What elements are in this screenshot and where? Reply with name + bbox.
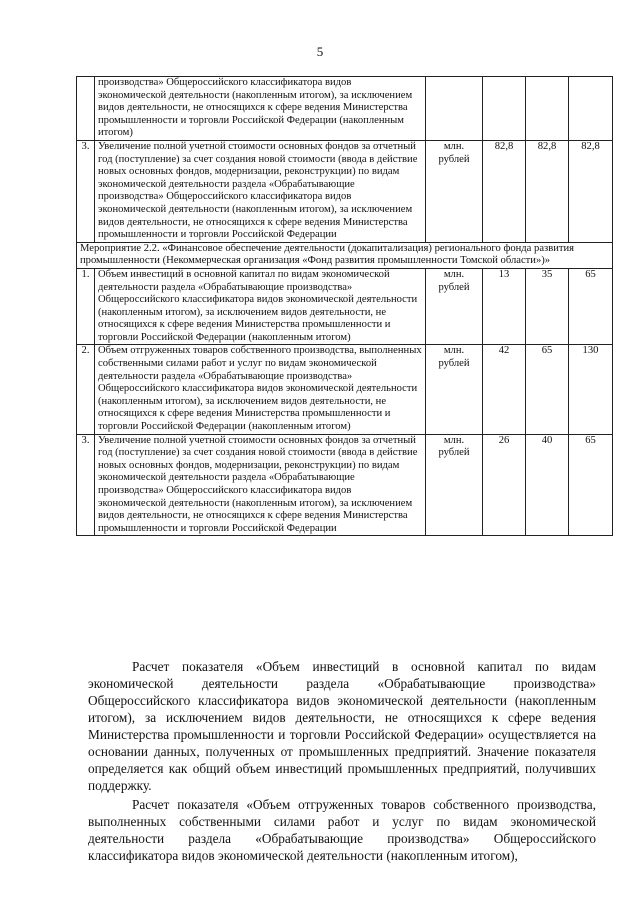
unit-cell xyxy=(426,77,483,141)
value-year-1: 13 xyxy=(483,268,526,345)
unit-label: млн. рублей xyxy=(426,268,483,345)
row-number: 3. xyxy=(77,140,95,242)
paragraph-shipped-goods-calculation: Расчет показателя «Объем отгруженных товаров собственного производства, выполненных собственными силами работ и услуг по видам экономической деятельности раздела «Обрабатывающие производства» Общероссийского классификатора видов экономической деятельности (накопленным итогом), xyxy=(88,797,596,863)
table-row xyxy=(77,434,613,536)
value-year-1: 42 xyxy=(483,345,526,434)
indicators-table xyxy=(76,76,613,536)
unit-label: млн. рублей xyxy=(426,434,483,536)
value-year-3: 130 xyxy=(569,345,613,434)
value-cell xyxy=(569,77,613,141)
value-year-2: 40 xyxy=(526,434,569,536)
table-row xyxy=(77,140,613,242)
value-year-3: 82,8 xyxy=(569,140,613,242)
row-number-cell xyxy=(77,77,95,141)
row-number: 2. xyxy=(77,345,95,434)
table-row-continuation xyxy=(77,77,613,141)
row-number: 3. xyxy=(77,434,95,536)
body-text xyxy=(88,658,596,864)
value-cell xyxy=(483,77,526,141)
value-year-2: 65 xyxy=(526,345,569,434)
value-year-3: 65 xyxy=(569,434,613,536)
indicator-description: Объем инвестиций в основной капитал по видам экономической деятельности раздела «Обрабатывающие производства» Общероссийского классификатора видов экономической деятельности (накопленным итогом), за исключением видов деятельности, не относящихся к сфере ведения Министерства промышленности и торговли Российской Федерации (накопленным итогом) xyxy=(95,268,426,345)
value-year-2: 35 xyxy=(526,268,569,345)
table-row xyxy=(77,268,613,345)
value-year-3: 65 xyxy=(569,268,613,345)
page-number: 5 xyxy=(316,44,324,59)
indicator-description: Объем отгруженных товаров собственного производства, выполненных собственными силами работ и услуг по видам экономической деятельности раздела «Обрабатывающие производства» Общероссийского классификатора видов экономической деятельности (накопленным итогом), за исключением видов деятельности, не относящихся к сфере ведения Министерства промышленности и торговли Российской Федерации (накопленным итогом) xyxy=(95,345,426,434)
indicator-description: производства» Общероссийского классификатора видов экономической деятельности (накопленным итогом), за исключением видов деятельности, не относящихся к сфере ведения Министерства промышленности и торговли Российской Федерации (накопленным итогом) xyxy=(95,77,426,141)
value-year-2: 82,8 xyxy=(526,140,569,242)
row-number: 1. xyxy=(77,268,95,345)
value-cell xyxy=(526,77,569,141)
indicator-description: Увеличение полной учетной стоимости основных фондов за отчетный год (поступление) за счет создания новой стоимости (ввода в действие новых основных фондов, модернизации, реконструкции) по видам экономической деятельности раздела «Обрабатывающие производства» Общероссийского классификатора видов экономической деятельности (накопленным итогом), за исключением видов деятельности, не относящихся к сфере ведения Министерства промышленности и торговли Российской Федерации xyxy=(95,434,426,536)
section-title: Мероприятие 2.2. «Финансовое обеспечение деятельности (докапитализация) регионального фонда развития промышленности (Некоммерческая организация «Фонд развития промышленности Томской области»)» xyxy=(77,242,613,268)
section-header-row xyxy=(77,242,613,268)
unit-label: млн. рублей xyxy=(426,140,483,242)
paragraph-investment-calculation: Расчет показателя «Объем инвестиций в основной капитал по видам экономической деятельности раздела «Обрабатывающие производства» Общероссийского классификатора видов экономической деятельности (накопленным итогом), за исключением видов деятельности, не относящихся к сфере ведения Министерства промышленности и торговли Российской Федерации» осуществляется на основании данных, полученных от промышленных предприятий. Значение показателя определяется как общий объем инвестиций промышленных предприятий, получивших поддержку. xyxy=(88,659,596,793)
unit-label: млн. рублей xyxy=(426,345,483,434)
value-year-1: 26 xyxy=(483,434,526,536)
indicator-description: Увеличение полной учетной стоимости основных фондов за отчетный год (поступление) за счет создания новой стоимости (ввода в действие новых основных фондов, модернизации, реконструкции) по видам экономической деятельности раздела «Обрабатывающие производства» Общероссийского классификатора видов экономической деятельности (накопленным итогом), за исключением видов деятельности, не относящихся к сфере ведения Министерства промышленности и торговли Российской Федерации xyxy=(95,140,426,242)
table-row xyxy=(77,345,613,434)
value-year-1: 82,8 xyxy=(483,140,526,242)
